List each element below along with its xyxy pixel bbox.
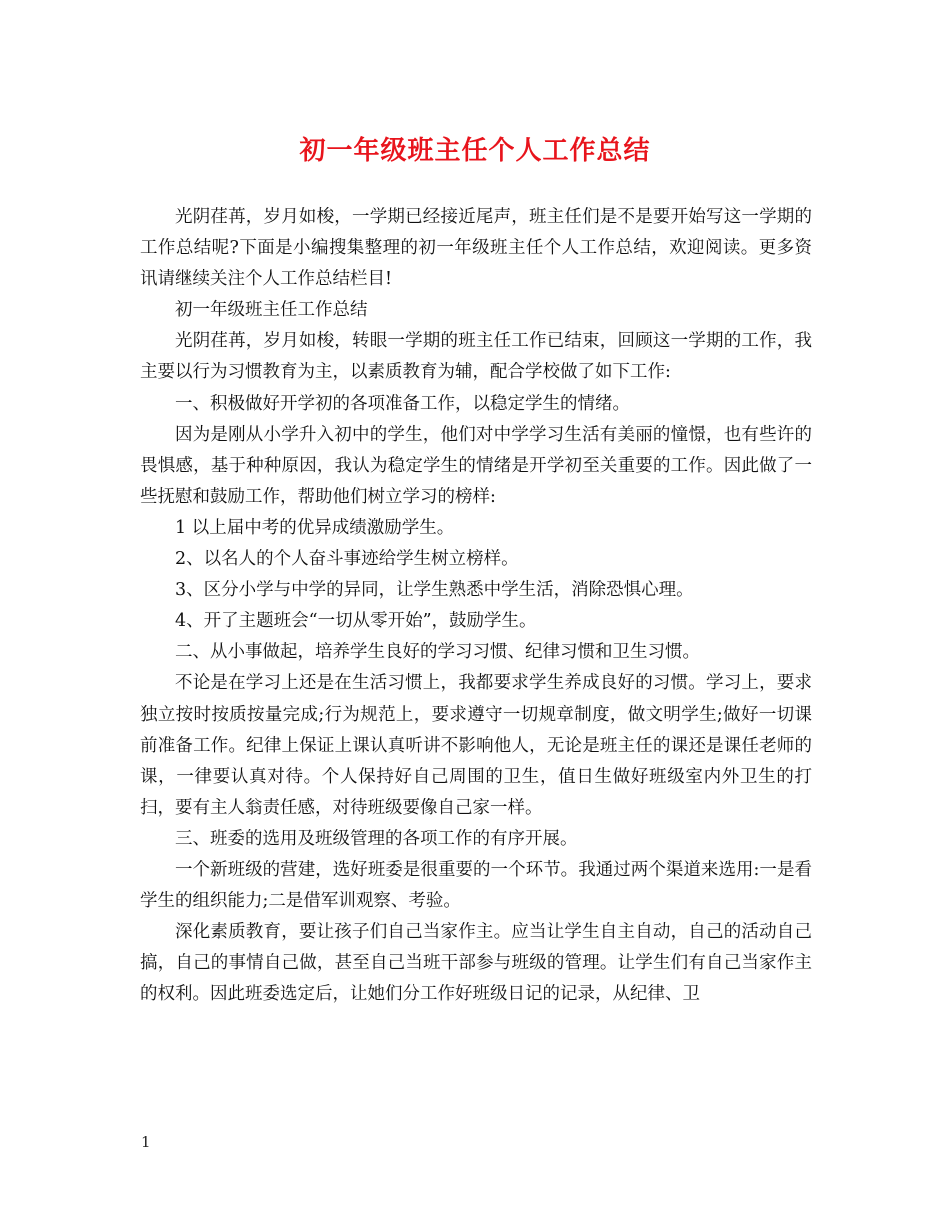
section-heading-3: 三、班委的选用及班级管理的各项工作的有序开展。 [175,828,578,849]
subtitle-paragraph: 初一年级班主任工作总结 [175,300,368,321]
section-heading-1: 一、积极做好开学初的各项准备工作，以稳定学生的情绪。 [175,393,630,414]
document-body [140,202,812,1010]
body-paragraph: 因为是刚从小学升入初中的学生，他们对中学学习生活有美丽的憧憬，也有些许的畏惧感，基于种种原因，我认为稳定学生的情绪是开学初至关重要的工作。因此做了一些抚慰和鼓励工作，帮助他们树立学习的榜样: [140,424,812,507]
list-item-2: 2、以名人的个人奋斗事迹给学生树立榜样。 [175,549,519,570]
document-title: 初一年级班主任个人工作总结 [299,136,651,166]
list-item-1: 1 以上届中考的优异成绩激励学生。 [175,517,455,538]
body-paragraph: 深化素质教育，要让孩子们自己当家作主。应当让学生自主自动，自己的活动自己搞，自己的事情自己做，甚至自己当班干部参与班级的管理。让学生们有自己当家作主的权利。因此班委选定后，让她们分工作好班级日记的记录，从纪律、卫 [140,922,812,1005]
intro-paragraph: 光阴荏苒，岁月如梭，一学期已经接近尾声，班主任们是不是要开始写这一学期的工作总结呢?下面是小编搜集整理的初一年级班主任个人工作总结，欢迎阅读。更多资讯请继续关注个人工作总结栏目! [140,207,812,290]
body-paragraph: 不论是在学习上还是在生活习惯上，我都要求学生养成良好的习惯。学习上，要求独立按时按质按量完成;行为规范上，要求遵守一切规章制度，做文明学生;做好一切课前准备工作。纪律上保证上课认真听讲不影响他人，无论是班主任的课还是课任老师的课，一律要认真对待。个人保持好自己周围的卫生，值日生做好班级室内外卫生的打扫，要有主人翁责任感，对待班级要像自己家一样。 [140,673,812,818]
page-number: 1 [141,1133,151,1151]
list-item-4: 4、开了主题班会“一切从零开始”，鼓励学生。 [175,611,537,632]
section-heading-2: 二、从小事做起，培养学生良好的学习习惯、纪律习惯和卫生习惯。 [175,642,700,663]
body-paragraph: 光阴荏苒，岁月如梭，转眼一学期的班主任工作已结束，回顾这一学期的工作，我主要以行为习惯教育为主，以素质教育为辅，配合学校做了如下工作: [140,331,812,383]
body-paragraph: 一个新班级的营建，选好班委是很重要的一个环节。我通过两个渠道来选用:一是看学生的组织能力;二是借军训观察、考验。 [140,859,812,912]
list-item-3: 3、区分小学与中学的异同，让学生熟悉中学生活，消除恐惧心理。 [175,580,694,601]
